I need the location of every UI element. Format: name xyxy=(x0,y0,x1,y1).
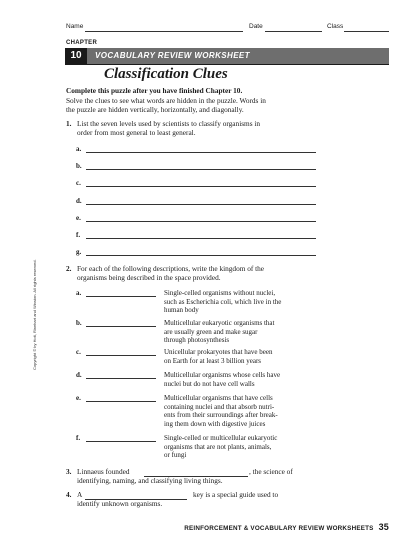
q2-answer-blank[interactable] xyxy=(86,378,156,379)
q1-answer-blank[interactable] xyxy=(86,221,316,222)
q1-blank-letter: e. xyxy=(76,213,81,222)
q1-answer-blank[interactable] xyxy=(86,169,316,170)
worksheet-banner: VOCABULARY REVIEW WORKSHEET xyxy=(87,48,389,64)
q2-number: 2. xyxy=(66,264,72,273)
q2-line-1: For each of the following descriptions, write the kingdom of the xyxy=(77,264,265,273)
q1-line-1: List the seven levels used by scientists to classify organisms in xyxy=(77,119,261,128)
q2-item-letter: e. xyxy=(76,394,81,402)
intro-bold: Complete this puzzle after you have finished Chapter 10. xyxy=(66,86,243,95)
class-label: Class xyxy=(327,23,344,30)
q2-description-line: Multicellular eukaryotic organisms that xyxy=(164,319,275,327)
chapter-word: CHAPTER xyxy=(66,40,98,46)
q4-post: key is a special guide used to xyxy=(193,490,279,499)
chapter-number: 10 xyxy=(65,48,87,64)
q2-description-line: Multicellular organisms whose cells have xyxy=(164,371,281,379)
q2-description-line: Single-celled organisms without nuclei, xyxy=(164,289,276,297)
name-label: Name xyxy=(66,23,84,30)
q2-answer-blank[interactable] xyxy=(86,401,156,402)
q1-blank-letter: f. xyxy=(76,231,81,239)
q1-answer-blank[interactable] xyxy=(86,204,316,205)
q2-description-line: such as Escherichia coli, which live in the xyxy=(164,297,282,306)
name-field[interactable] xyxy=(85,31,243,32)
q2-answer-blank[interactable] xyxy=(86,326,156,327)
q2-description-line: on Earth for at least 3 billion years xyxy=(164,356,261,365)
banner-rule xyxy=(65,64,389,65)
q4-line-2: identify unknown organisms. xyxy=(77,499,163,508)
q3-line-2: identifying, naming, and classifying living things. xyxy=(77,476,223,485)
page-footer xyxy=(184,522,389,532)
q1-answer-blank[interactable] xyxy=(86,238,316,239)
q1-answer-blank[interactable] xyxy=(86,152,316,153)
q2-description-line: Single-celled or multicellular eukaryotic xyxy=(164,434,278,442)
q3-post: , the science of xyxy=(249,467,293,476)
date-label: Date xyxy=(249,23,263,30)
copyright-notice: Copyright © by Holt, Rinehart and Winston. All rights reserved. xyxy=(32,259,37,370)
q1-blank-letter: a. xyxy=(76,145,82,153)
q2-answer-blank[interactable] xyxy=(86,296,156,297)
q2-description-line: Unicellular prokaryotes that have been xyxy=(164,348,273,356)
q2-description-line: are usually green and make sugar xyxy=(164,327,258,336)
q1-blank-letter: d. xyxy=(76,196,82,205)
q2-description-line: through photosynthesis xyxy=(164,336,230,345)
q2-answer-blank[interactable] xyxy=(86,441,156,442)
q1-answer-blank[interactable] xyxy=(86,255,316,256)
q2-item-letter: b. xyxy=(76,319,82,327)
q2-line-2: organisms being described in the space provided. xyxy=(77,273,221,282)
q1-answer-blank[interactable] xyxy=(86,186,316,187)
q3-pre: Linnaeus founded xyxy=(77,467,130,476)
q2-item-letter: c. xyxy=(76,348,81,356)
q2-description-line: nuclei but do not have cell walls xyxy=(164,379,255,388)
q2-description-line: or fungi xyxy=(164,451,187,460)
page-title: Classification Clues xyxy=(104,66,228,82)
page-number: 35 xyxy=(378,522,389,532)
footer-label: REINFORCEMENT & VOCABULARY REVIEW WORKSHEETS xyxy=(184,525,374,532)
q2-item-letter: a. xyxy=(76,289,82,297)
q2-description-line: containing nuclei and that absorb nutri- xyxy=(164,402,275,411)
q4-number: 4. xyxy=(66,490,72,499)
q2-description-line: ents from their surroundings after break- xyxy=(164,411,278,420)
q1-blank-letter: c. xyxy=(76,179,81,188)
q2-description-line: human body xyxy=(164,306,199,315)
intro-line-1: Solve the clues to see what words are hidden in the puzzle. Words in xyxy=(66,96,266,105)
class-field[interactable] xyxy=(344,31,389,32)
q3-number: 3. xyxy=(66,467,72,476)
date-field[interactable] xyxy=(265,31,322,32)
q2-description-line: Multicellular organisms that have cells xyxy=(164,394,273,402)
q2-item-letter: d. xyxy=(76,371,82,379)
q2-description-line: ing them down with digestive juices xyxy=(164,419,266,428)
q1-blank-letter: b. xyxy=(76,162,82,171)
q1-blank-letter: g. xyxy=(76,248,82,257)
q1-line-2: order from most general to least general. xyxy=(77,128,196,137)
q1-number: 1. xyxy=(66,119,72,128)
q4-pre: A xyxy=(77,490,83,499)
q2-item-letter: f. xyxy=(76,434,81,442)
intro-line-2: the puzzle are hidden vertically, horizontally, and diagonally. xyxy=(66,105,244,114)
q2-description-line: organisms that are not plants, animals, xyxy=(164,442,272,451)
q2-answer-blank[interactable] xyxy=(86,355,156,356)
